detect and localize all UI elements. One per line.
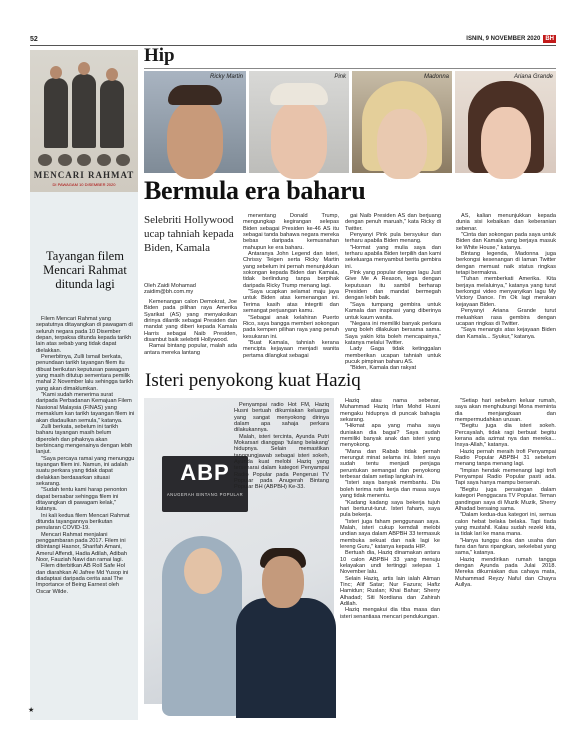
haziq-figure	[236, 598, 336, 718]
top-paragraph: "Hormat yang mulia saya dan terharu apabila Biden terpilih dan kami sekeluarga menyambut berita gembira ini.	[345, 244, 441, 270]
bottom-paragraph: "Begitu juga dia isteri sokeh. Percayalah, tidak ragi berbuat begitu kerana ada azimat nya dan mereka... Insya-Allah," katanya.	[455, 423, 556, 449]
top-col-3	[345, 213, 441, 372]
top-paragraph: Lady Gaga tidak ketinggalan memberikan ucapan tahniah untuk pucuk pimpinan baharu AS.	[345, 346, 441, 365]
bottom-paragraph: Selain Haziq, artis lain ialah Aliman Tinc; Alif Satar; Nur Fazura; Hafiz Hamidun; Ruslan; Khai Bahar; Sherry Alhadad; Siti Nordiana dan Zahirah Adilah.	[340, 575, 440, 607]
left-paragraph: "Kami sudah menerima surat daripada Perbadanan Kemajuan Filem Nasional Malaysia (FINAS) yang memaklum kan tarikh tayangan filem ini akan diadaulkan semula," katanya.	[36, 392, 135, 424]
photo-label: Ricky Martin	[209, 74, 243, 80]
top-paragraph: "Saya ucapkan selamat maju jaya untuk Biden atas kemenangan ini. Terima kasih atas integriti dan semangat perjuangan kamu.	[243, 289, 339, 315]
photo-label: Ariana Grande	[513, 74, 553, 80]
bottom-caption-intro	[234, 402, 329, 494]
top-paragraph: "Tuhan memberkati Amerika. Kita berjaya melaluinya," katanya yang turut berkongsi video menyanyikan lagu My Victory Dance. I'm Ok lagi merakan kejayaan Biden.	[456, 276, 556, 308]
bottom-paragraph: Haziq mengakui dia tiba masa dan isteri senantiasa mencari pendukungan.	[340, 607, 440, 620]
photo-ariana-grande	[455, 71, 556, 173]
top-col-1	[144, 299, 237, 356]
bh-logo: BH	[545, 36, 554, 42]
top-paragraph: Ramai bintang popular, malah ada antara mereka lantang	[144, 343, 237, 356]
top-paragraph: menentang Donald Trump, mengungkap kegirangan selepas Biden sebagai Presiden ke-46 AS itu sebagai tanda bahawa negara mereka bebas daripada kemusnahan mahupun ke era baharu.	[243, 213, 339, 251]
photo-ricky-martin	[144, 71, 246, 173]
bottom-paragraph: Malah, isteri tercinta, Ayunda Putri Mokarsari dianggap 'tulang belakang' hidupnya. Selain memastikan tanggungjawab sebagai isteri sokeh, Ayunda kuat melobi Haziq yang tersenarai dalam kategori Penyampai Radio Popular pada Pengerusi TV Popular pada Anugerah Bintang Popular BH (ABPBH) Ke-33.	[234, 433, 329, 491]
byline-name: Oleh Zaidi Mohamad	[144, 283, 196, 289]
top-paragraph: Kemenangan calon Demokrat, Joe Biden pada pilihan raya Amerika Syarikat (AS) yang menyaksikan dirinya dilantik sebagai Presiden dan mandat yang diberi kepada Kamala Harris sebagai Naib Presiden, disambut baik selebriti Hollywood.	[144, 299, 237, 344]
top-paragraph: Penyanyi Ariana Grande turut meluahkan rasa gembira dengan ucapan ringkas di Twitter.	[456, 308, 556, 327]
top-headline: Bermula era baharu	[144, 176, 366, 205]
top-paragraph: Pink yang popular dengan lagu Just Give Me A Reason, lega dengan keputusan itu sambil berharap Presiden dan mandat bermegah dengan lebih baik.	[345, 270, 441, 302]
section-title: Hip	[144, 45, 175, 66]
left-paragraph: "Saya percaya ramai yang menunggu tayangan filem ini. Namun, ini adalah suatu perkara yang tidak dapat dielakkan berdasarkan situasi sekarang.	[36, 455, 135, 487]
left-paragraph: Mencari Rahmat menjalani penggambaran pada 2017. Filem ini dibintangi Hasnor, Sharifah Amani, Amerul Affendi, Hadia Adilah, Adibah Noor, Fauziah Nawi dan ramai lagi.	[36, 531, 128, 564]
bottom-paragraph: "Begitu juga persaingan dalam kategori Penggacara TV Popular. Teman gandingan saya di Muzik Muzik, Sherry Alhadad bersaing sama.	[455, 486, 556, 512]
top-col-2	[243, 213, 339, 365]
photo-madonna	[352, 71, 452, 173]
abp-logo: ABP	[180, 460, 230, 485]
bottom-paragraph: Penyampai radio Hot FM, Haziq Husni bertuah dikurniakan keluarga yang sangat menyokong dirinya dalam apa sahaja perkara dilakukannya.	[234, 402, 329, 434]
bottom-paragraph: "Mana dan Rabab tidak pernah merungut minat selama ini. Isteri saya sudah tentu menjadi penjaga peruntukan semangat dan penyokong terbesar dalam setiap langkah ini.	[340, 448, 440, 481]
top-paragraph: "Saya menangis atas kejayaan Biden dan Kamala... Syukur," katanya.	[456, 327, 556, 340]
ayunda-face	[184, 548, 222, 594]
bottom-col-3	[455, 398, 556, 704]
left-paragraph: Filem diterbitkan AB Roll Safe Hol dan diarahkan Al Jafree Md Yusop ini diadaptasi daripada cerita asal The Importance of Being Earnest oleh Oscar Wilde.	[36, 563, 129, 595]
bottom-paragraph: "Dalam kedua-dua kategori ini, semua calon hebat belaka belaka. Tapi tiada yang mustahil. Kalau sudah rezeki kita, ia tidak lari ke mana mana.	[455, 512, 556, 538]
bottom-headline: Isteri penyokong kuat Haziq	[145, 370, 361, 391]
left-paragraph: "Sudah tentu kami harap penonton dapat bersabar sehingga filem ini ditayangkan di pawagam kelak," katanya.	[36, 487, 128, 513]
star-icon: ★	[28, 707, 35, 714]
poster-title: MENCARI RAHMAT	[33, 170, 135, 180]
bottom-paragraph: "Kadang kadang saya bekerja tujuh hari berturut-turut. Isteri faham, saya pula bekerja.	[340, 499, 440, 519]
bottom-paragraph: Haziq pernah meraih trofi Penyampai Radio Popular ABPBH 31 sebelum menang tanpa menang lagi.	[455, 448, 556, 468]
top-paragraph: gai Naib Presiden AS dan berjuang dengan penuh maruah," kata Ricky di Twitter.	[345, 213, 441, 232]
bottom-paragraph: "Hikmat apa yang maha saya duniakan dia bagai? Saya sudah memiliki banyak anak dan isteri yang menyokong.	[340, 423, 440, 449]
bottom-paragraph: Haziq atau nama sebenar, Muhammad Haziq Irfan Mohd Husni mengaku hidupnya di puncak bahagia sekarang.	[340, 398, 440, 424]
bottom-paragraph: "Isteri saya banyak membantu. Dia boleh terima rutin kerja dan masa saya yang tidak menentu.	[340, 480, 440, 500]
top-deck: Selebriti Hollywood ucap tahniah kepada Biden, Kamala	[144, 214, 234, 254]
poster-cast-row	[38, 154, 130, 166]
bottom-paragraph: "Isteri juga faham penggunaan saya. Malah, isteri cukup kemdali melobi undian saya dalam ABPBH 33 termasuk membuka sekuat dan naik lagi ke lereng Guru," katanya kepada HIP.	[340, 518, 440, 550]
left-paragraph: Filem Mencari Rahmat yang sepatutnya ditayangkan di pawagam di seluruh negara pada 10 Disember depan, terpaksa ditunda kepada tarikh lain atas sebab yang tidak dapat dielakkan.	[36, 316, 133, 354]
top-paragraph: "Cinta dan sokongan pada saya untuk Biden dan Kamala yang berjaya masuk ke White House," katanya.	[456, 232, 556, 251]
bottom-paragraph: "Impian hendak memenangi lagi trofi Penyampai Radio Popular pasti ada. Tapi saya hanya mampu berserah.	[455, 467, 556, 487]
bottom-paragraph: "Setiap hari sebelum keluar rumah, saya akan menghubungi Mona meminta dia menjangkaan dan mempermudahkan urusan.	[455, 398, 556, 424]
top-paragraph: "Buat Kamala, tahniah kerana menciptа kejayaan menjadi wanita pertama dilangkat sebagai	[243, 339, 339, 359]
top-col-4	[456, 213, 556, 365]
movie-poster	[30, 50, 138, 192]
header-rule	[30, 45, 556, 46]
photo-label: Madonna	[423, 74, 449, 80]
left-paragraph: Zulli berkata, sebelum ini tarikh baharu tayangan masih belum diperoleh dan pihaknya akan berbincang mengenainya dengan lebih lanjut.	[36, 423, 133, 456]
left-paragraph: Ini kali kedua filem Mencari Rahmat ditunda tayangannya berikutan penularan COVID-19.	[36, 512, 130, 532]
top-paragraph: "Biden, Kamala dan rakyat	[350, 365, 417, 372]
bottom-paragraph: Bertuah dia, Haziq dinamakan antara 10 calon ABPBH 33 yang menuju kelayakan undi tertinggi selepas 1 November lalu.	[340, 550, 440, 576]
top-paragraph: "Saya tumpang gembira untuk Kamala dan inspirasi yang diberinya untuk kaum wanita.	[345, 301, 441, 321]
page-number: 52	[30, 36, 38, 43]
left-paragraph: Penerbitnya, Zulli Ismail berkata, penundaan tarikh tayangan filem itu dibuat berikutan keputusan pawagam yang masih ditutup sementara pemilik mahal 2 November lalu sehingga tarikh yang akan dimaklumkan.	[36, 354, 134, 392]
date-text: ISNIN, 9 NOVEMBER 2020	[466, 36, 541, 42]
top-paragraph: Penyanyi Pink pula bersyukur dan terharu apabila Biden menang.	[345, 232, 441, 245]
top-paragraph: "Sebagai anak kelahiran Puerto Rico, saya bangga memberi sokongan pada kempen pilihan raya yang penuh kesukaran ini.	[243, 314, 339, 340]
byline-email: zaidim@bh.com.my	[144, 289, 194, 296]
bottom-col-2	[340, 398, 440, 704]
haziq-face	[262, 556, 304, 608]
left-headline: Tayangan filem Mencari Rahmat ditunda lagi	[43, 249, 127, 291]
top-paragraph: Bintang legenda, Madonna juga berkongsi kesenangan di laman Twitter dengan memuat naik status ringkas tetapi bermakna.	[456, 251, 556, 277]
left-sidebar	[30, 50, 138, 720]
left-body	[36, 316, 135, 595]
section-rule	[144, 68, 556, 69]
poster-date: DI PAWAGAM 10 DISEMBER 2020	[52, 182, 116, 187]
top-paragraph: AS, kalian menunjukkan kepada dunia sisi kebaikan dan keberanian sebenar.	[456, 213, 556, 232]
abp-subtitle: ANUGERAH BINTANG POPULAR	[166, 492, 244, 497]
photo-label: Pink	[334, 74, 346, 80]
issue-date	[466, 35, 556, 43]
byline	[144, 283, 236, 296]
top-paragraph: "Negara ini memiliki banyak perkara yang boleh dilakukan bersama sama. Saya yakin kita boleh mencapainya," katanya melalui Twitter.	[345, 320, 441, 346]
top-paragraph: Antaranya John Legend dan isteri, Chrissy Teigen serta Ricky Martin yang sebelum ini pernah menunjukkan sokongan kepada Biden dan Kamala, tidak berlindung tanpa berpihak daripada Ricky Trump menang lagi.	[243, 251, 339, 289]
bottom-paragraph: Haziq mendirikan rumah tangga dengan Ayunda pada Julai 2018. Mereka dikurniakan dua cahaya mata, Muhammad Reyzy Naful dan Chayra Aullya.	[455, 556, 556, 588]
photo-pink	[249, 71, 349, 173]
bottom-paragraph: "Hanya tunggu doa dan usaha dan fans dan fans ripangkan, sekelebat yang sama," katanya.	[455, 537, 556, 557]
